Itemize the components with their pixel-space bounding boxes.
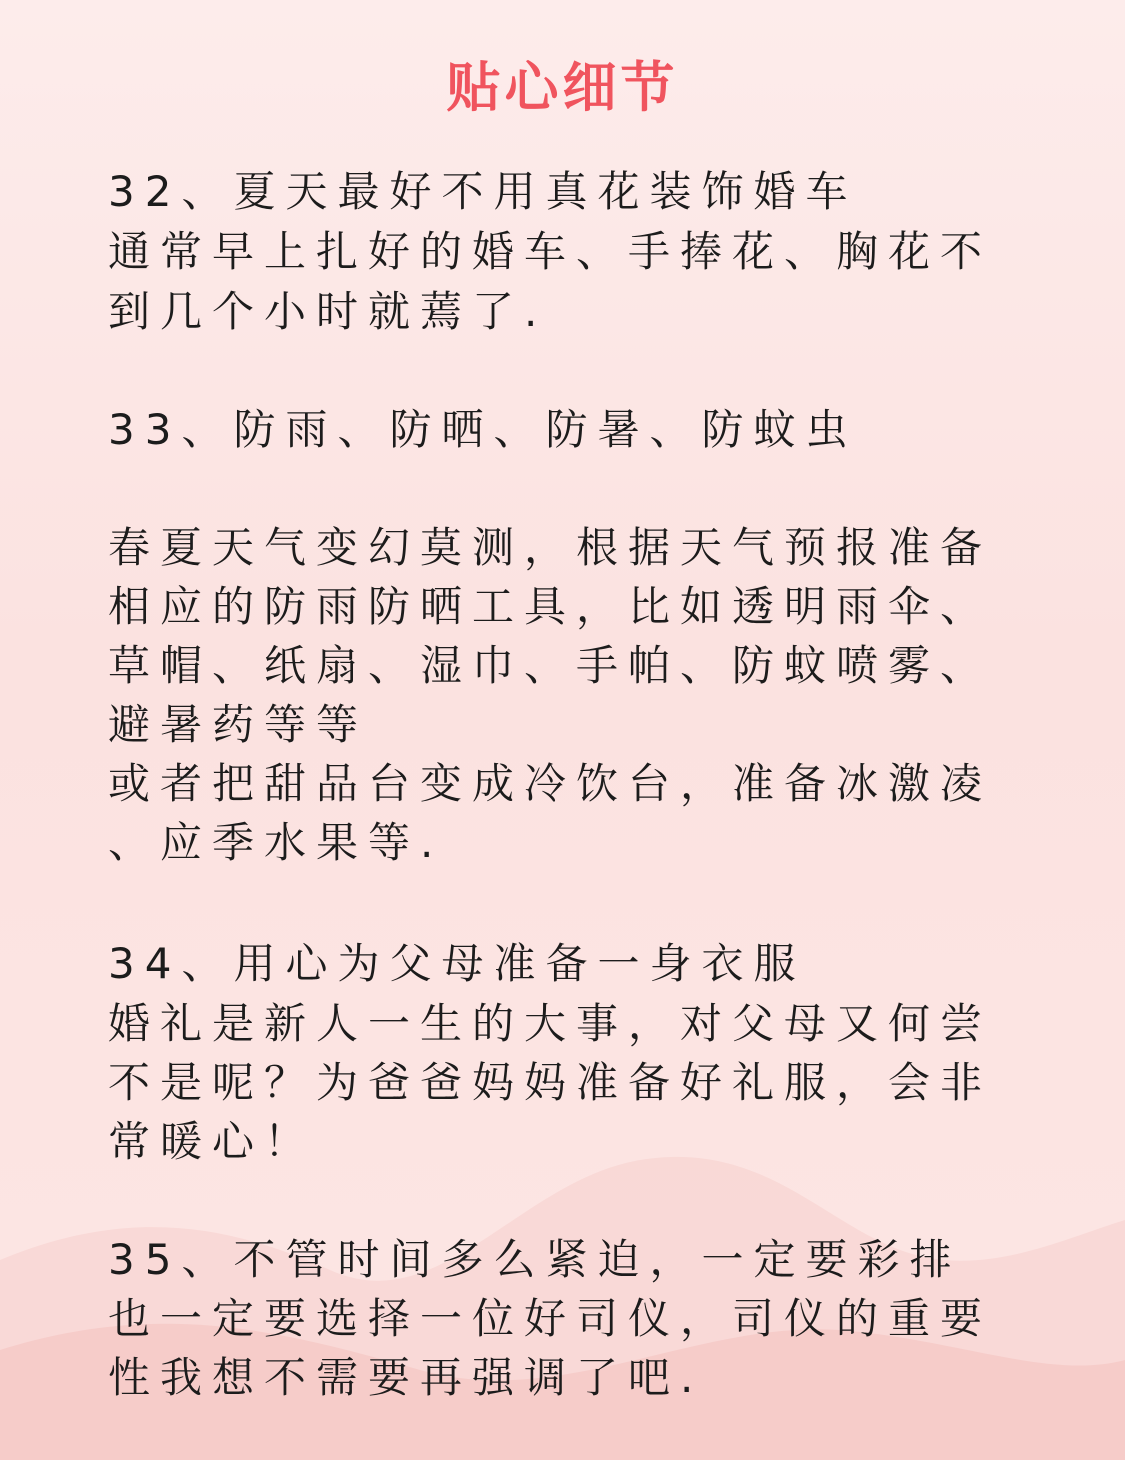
item-33-body-line: 避暑药等等	[108, 700, 369, 749]
item-32-body-line: 通常早上扎好的婚车、手捧花、胸花不	[108, 227, 993, 276]
item-33-body-line: 或者把甜品台变成冷饮台，准备冰激凌	[108, 759, 993, 808]
item-34-body-line: 常暖心！	[108, 1117, 317, 1166]
item-33-heading: 33、防雨、防晒、防暑、防蚊虫	[108, 405, 858, 454]
item-33-body-line: 春夏天气变幻莫测，根据天气预报准备	[108, 523, 993, 572]
item-34-body-line: 不是呢？为爸爸妈妈准备好礼服，会非	[108, 1058, 993, 1107]
item-34-heading: 34、用心为父母准备一身衣服	[108, 939, 806, 988]
item-33-body-line: 相应的防雨防晒工具，比如透明雨伞、	[108, 582, 993, 631]
item-35-body-line: 性我想不需要再强调了吧.	[108, 1353, 704, 1402]
item-32-heading: 32、夏天最好不用真花装饰婚车	[108, 167, 858, 216]
item-33-body-line: 、应季水果等.	[108, 818, 444, 867]
item-35-body-line: 也一定要选择一位好司仪，司仪的重要	[108, 1294, 993, 1343]
item-33-body-line: 草帽、纸扇、湿巾、手帕、防蚊喷雾、	[108, 641, 993, 690]
item-34-body-line: 婚礼是新人一生的大事，对父母又何尝	[108, 999, 993, 1048]
item-35-heading: 35、不管时间多么紧迫，一定要彩排	[108, 1235, 962, 1284]
page-title: 贴心细节	[446, 56, 679, 119]
item-32-body-line: 到几个小时就蔫了.	[108, 287, 548, 336]
